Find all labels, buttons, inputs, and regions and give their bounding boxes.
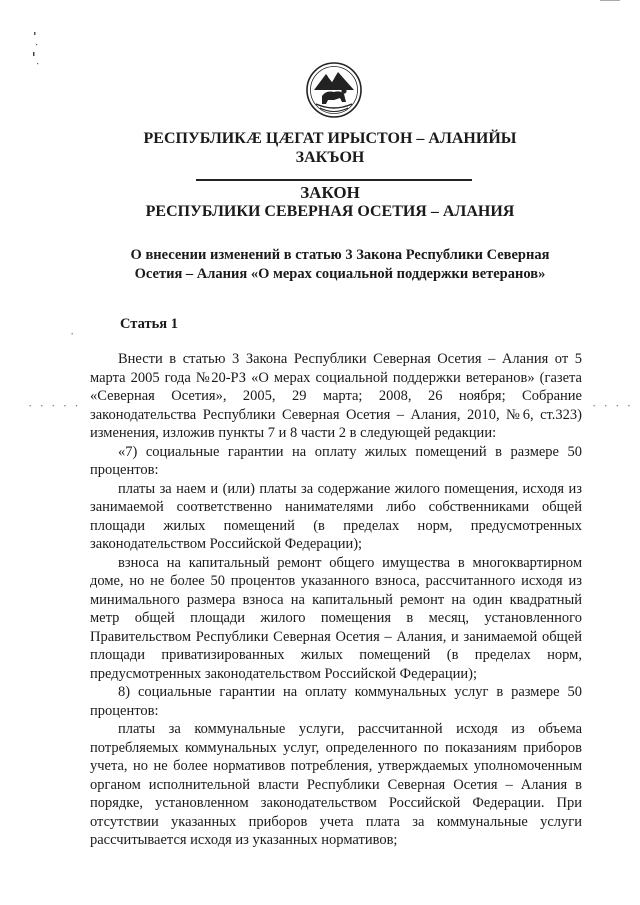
article-heading: Статья 1	[120, 316, 178, 332]
article-body	[90, 350, 582, 850]
law-subject-line-1: О внесении изменений в статью 3 Закона Республики Северная	[130, 247, 550, 263]
margin-dots-left: · · · · ·	[28, 398, 81, 413]
scan-mark	[600, 0, 620, 9]
paragraph-rent: платы за наем и (или) платы за содержание жилого помещения, исходя из занимаемой соответственно нанимателями либо собственниками общей площади жилых помещений (в пределах норм, предусмотренных законодательством Российской Федерации);	[90, 480, 582, 552]
paragraph-intro: Внести в статью 3 Закона Республики Северная Осетия – Алания от 5 марта 2005 года №20-РЗ «О мерах социальной поддержки ветеранов» (газета «Северная Осетия», 2005, 29 марта; 2008, 26 ноября; Собрание законодательства Республики Северная Осетия – Алания, 2010, №6, ст.323) изменения, изложив пункты 7 и 8 части 2 в следующей редакции:	[90, 351, 582, 441]
coat-of-arms-emblem-icon	[304, 60, 364, 120]
header-divider	[196, 179, 472, 181]
header-ossetian-republic: РЕСПУБЛИКӔ ЦӔГАТ ИРЫСТОН – АЛАНИЙЫ	[143, 130, 517, 147]
paragraph-capital-repair: взноса на капитальный ремонт общего имущества в многоквартирном доме, но не более 50 процентов указанного взноса, рассчитанного исходя из минимального размера взноса на капитальный ремонт на один квадратный метр общей площади жилого помещения в месяц, установленного Правительством Республики Северная Осетия – Алания, и занимаемой общей площади приватизированных жилых помещений (в пределах норм, предусмотренных законодательством Российской Федерации);	[90, 554, 582, 682]
paragraph-item-7: «7) социальные гарантии на оплату жилых помещений в размере 50 процентов:	[90, 443, 582, 478]
scan-specks	[30, 30, 42, 70]
header-republic-name: РЕСПУБЛИКИ СЕВЕРНАЯ ОСЕТИЯ – АЛАНИЯ	[145, 203, 515, 220]
paragraph-utilities: платы за коммунальные услуги, рассчитанной исходя из объема потребляемых коммунальных услуг, определенного по показаниям приборов учета, но не более нормативов потребления, утверждаемых уполномоченным органом исполнительной власти Республики Северная Осетия – Алания в порядке, установленном законодательством Российской Федерации. При отсутствии указанных приборов учета плата за коммунальные услуги рассчитывается исходя из указанных нормативов;	[90, 721, 582, 848]
law-subject-line-2: Осетия – Алания «О мерах социальной поддержки ветеранов»	[134, 266, 546, 282]
header-law-title: ЗАКОН	[300, 183, 360, 202]
margin-dot: ·	[70, 326, 75, 341]
header-ossetian-law: ЗАКЪОН	[295, 149, 365, 166]
paragraph-item-8: 8) социальные гарантии на оплату коммунальных услуг в размере 50 процентов:	[90, 684, 582, 719]
margin-dots-right: · · · ·	[592, 398, 634, 413]
